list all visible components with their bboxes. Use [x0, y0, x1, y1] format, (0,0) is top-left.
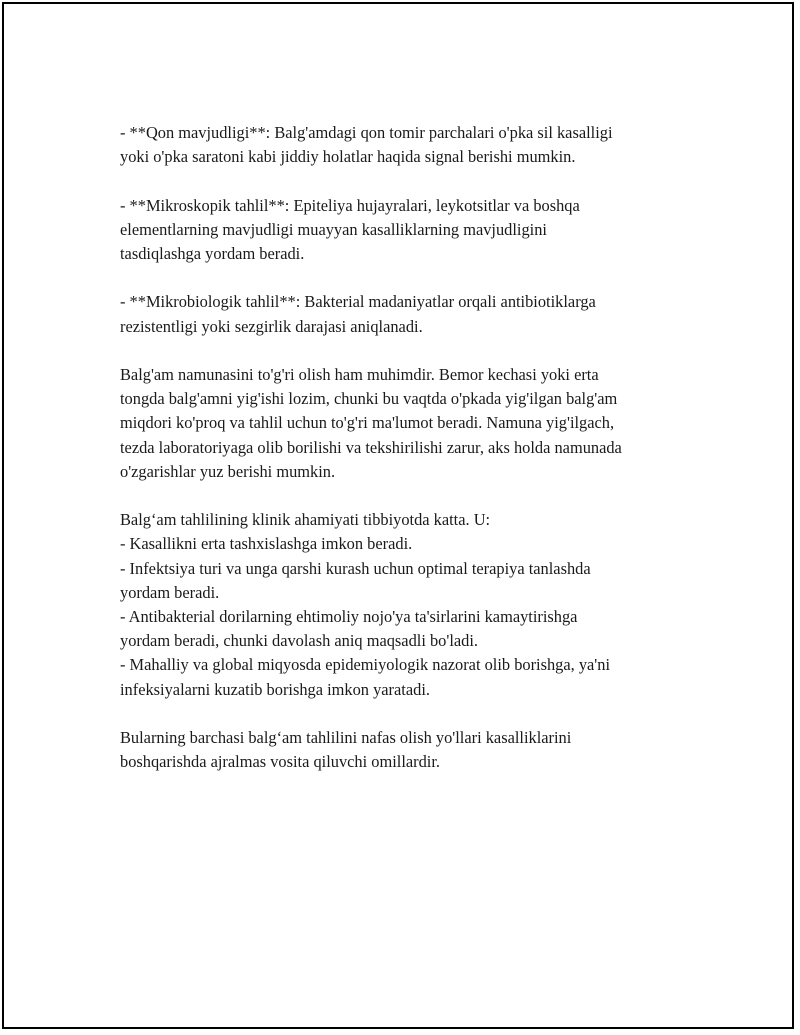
text-line: - **Mikrobiologik tahlil**: Bakterial madaniyatlar orqali antibiotiklarga — [120, 292, 596, 312]
text-line: rezistentligi yoki sezgirlik darajasi aniqlanadi. — [120, 316, 423, 336]
document-page — [2, 2, 794, 1029]
text-line: - **Qon mavjudligi**: Balg'amdagi qon tomir parchalari o'pka sil kasalligi — [120, 123, 613, 142]
text-line: tezda laboratoriyaga olib borilishi va tekshirilishi zarur, aks holda namunada — [120, 437, 622, 457]
text-line: Balg‘am tahlilining klinik ahamiyati tibbiyotda katta. U: — [120, 510, 491, 530]
text-line: Bularning barchasi balg‘am tahlilini nafas olish yo'llari kasalliklarini — [120, 728, 572, 747]
paragraph-sample-collection — [120, 363, 700, 484]
paragraph-blood-presence — [120, 121, 700, 169]
list-item: - Infektsiya turi va unga qarshi kurash uchun optimal terapiya tanlashda — [120, 558, 591, 578]
text-line: o'zgarishlar yuz berishi mumkin. — [120, 461, 336, 481]
text-line: tasdiqlashga yordam beradi. — [120, 244, 305, 263]
text-line: miqdori ko'proq va tahlil uchun to'g'ri ma'lumot beradi. Namuna yig'ilgach, — [120, 413, 615, 433]
paragraph-microbiological-analysis — [120, 290, 700, 338]
list-item: - Antibakterial dorilarning ehtimoliy nojo'ya ta'sirlarini kamaytirishga — [120, 607, 578, 626]
text-line: yoki o'pka saratoni kabi jiddiy holatlar haqida signal berishi mumkin. — [120, 147, 576, 167]
text-line: boshqarishda ajralmas vosita qiluvchi omillardir. — [120, 752, 441, 772]
paragraph-clinical-significance — [120, 508, 700, 702]
text-line: yordam beradi. — [120, 582, 220, 602]
paragraph-microscopic-analysis — [120, 194, 700, 267]
text-line: tongda balg'amni yig'ishi lozim, chunki bu vaqtda o'pkada yig'ilgan balg'am — [120, 389, 618, 409]
text-line: infeksiyalarni kuzatib borishga imkon yaratadi. — [120, 679, 430, 699]
paragraph-conclusion — [120, 726, 700, 774]
text-line: elementlarning mavjudligi muayyan kasalliklarning mavjudligini — [120, 219, 547, 239]
document-body — [120, 121, 700, 799]
text-line: Balg'am namunasini to'g'ri olish ham muhimdir. Bemor kechasi yoki erta — [120, 364, 599, 384]
text-line: - **Mikroskopik tahlil**: Epiteliya hujayralari, leykotsitlar va boshqa — [120, 195, 580, 215]
list-item: - Kasallikni erta tashxislashga imkon beradi. — [120, 534, 413, 554]
list-item: - Mahalliy va global miqyosda epidemiyologik nazorat olib borishga, ya'ni — [120, 655, 611, 675]
text-line: yordam beradi, chunki davolash aniq maqsadli bo'ladi. — [120, 631, 478, 651]
